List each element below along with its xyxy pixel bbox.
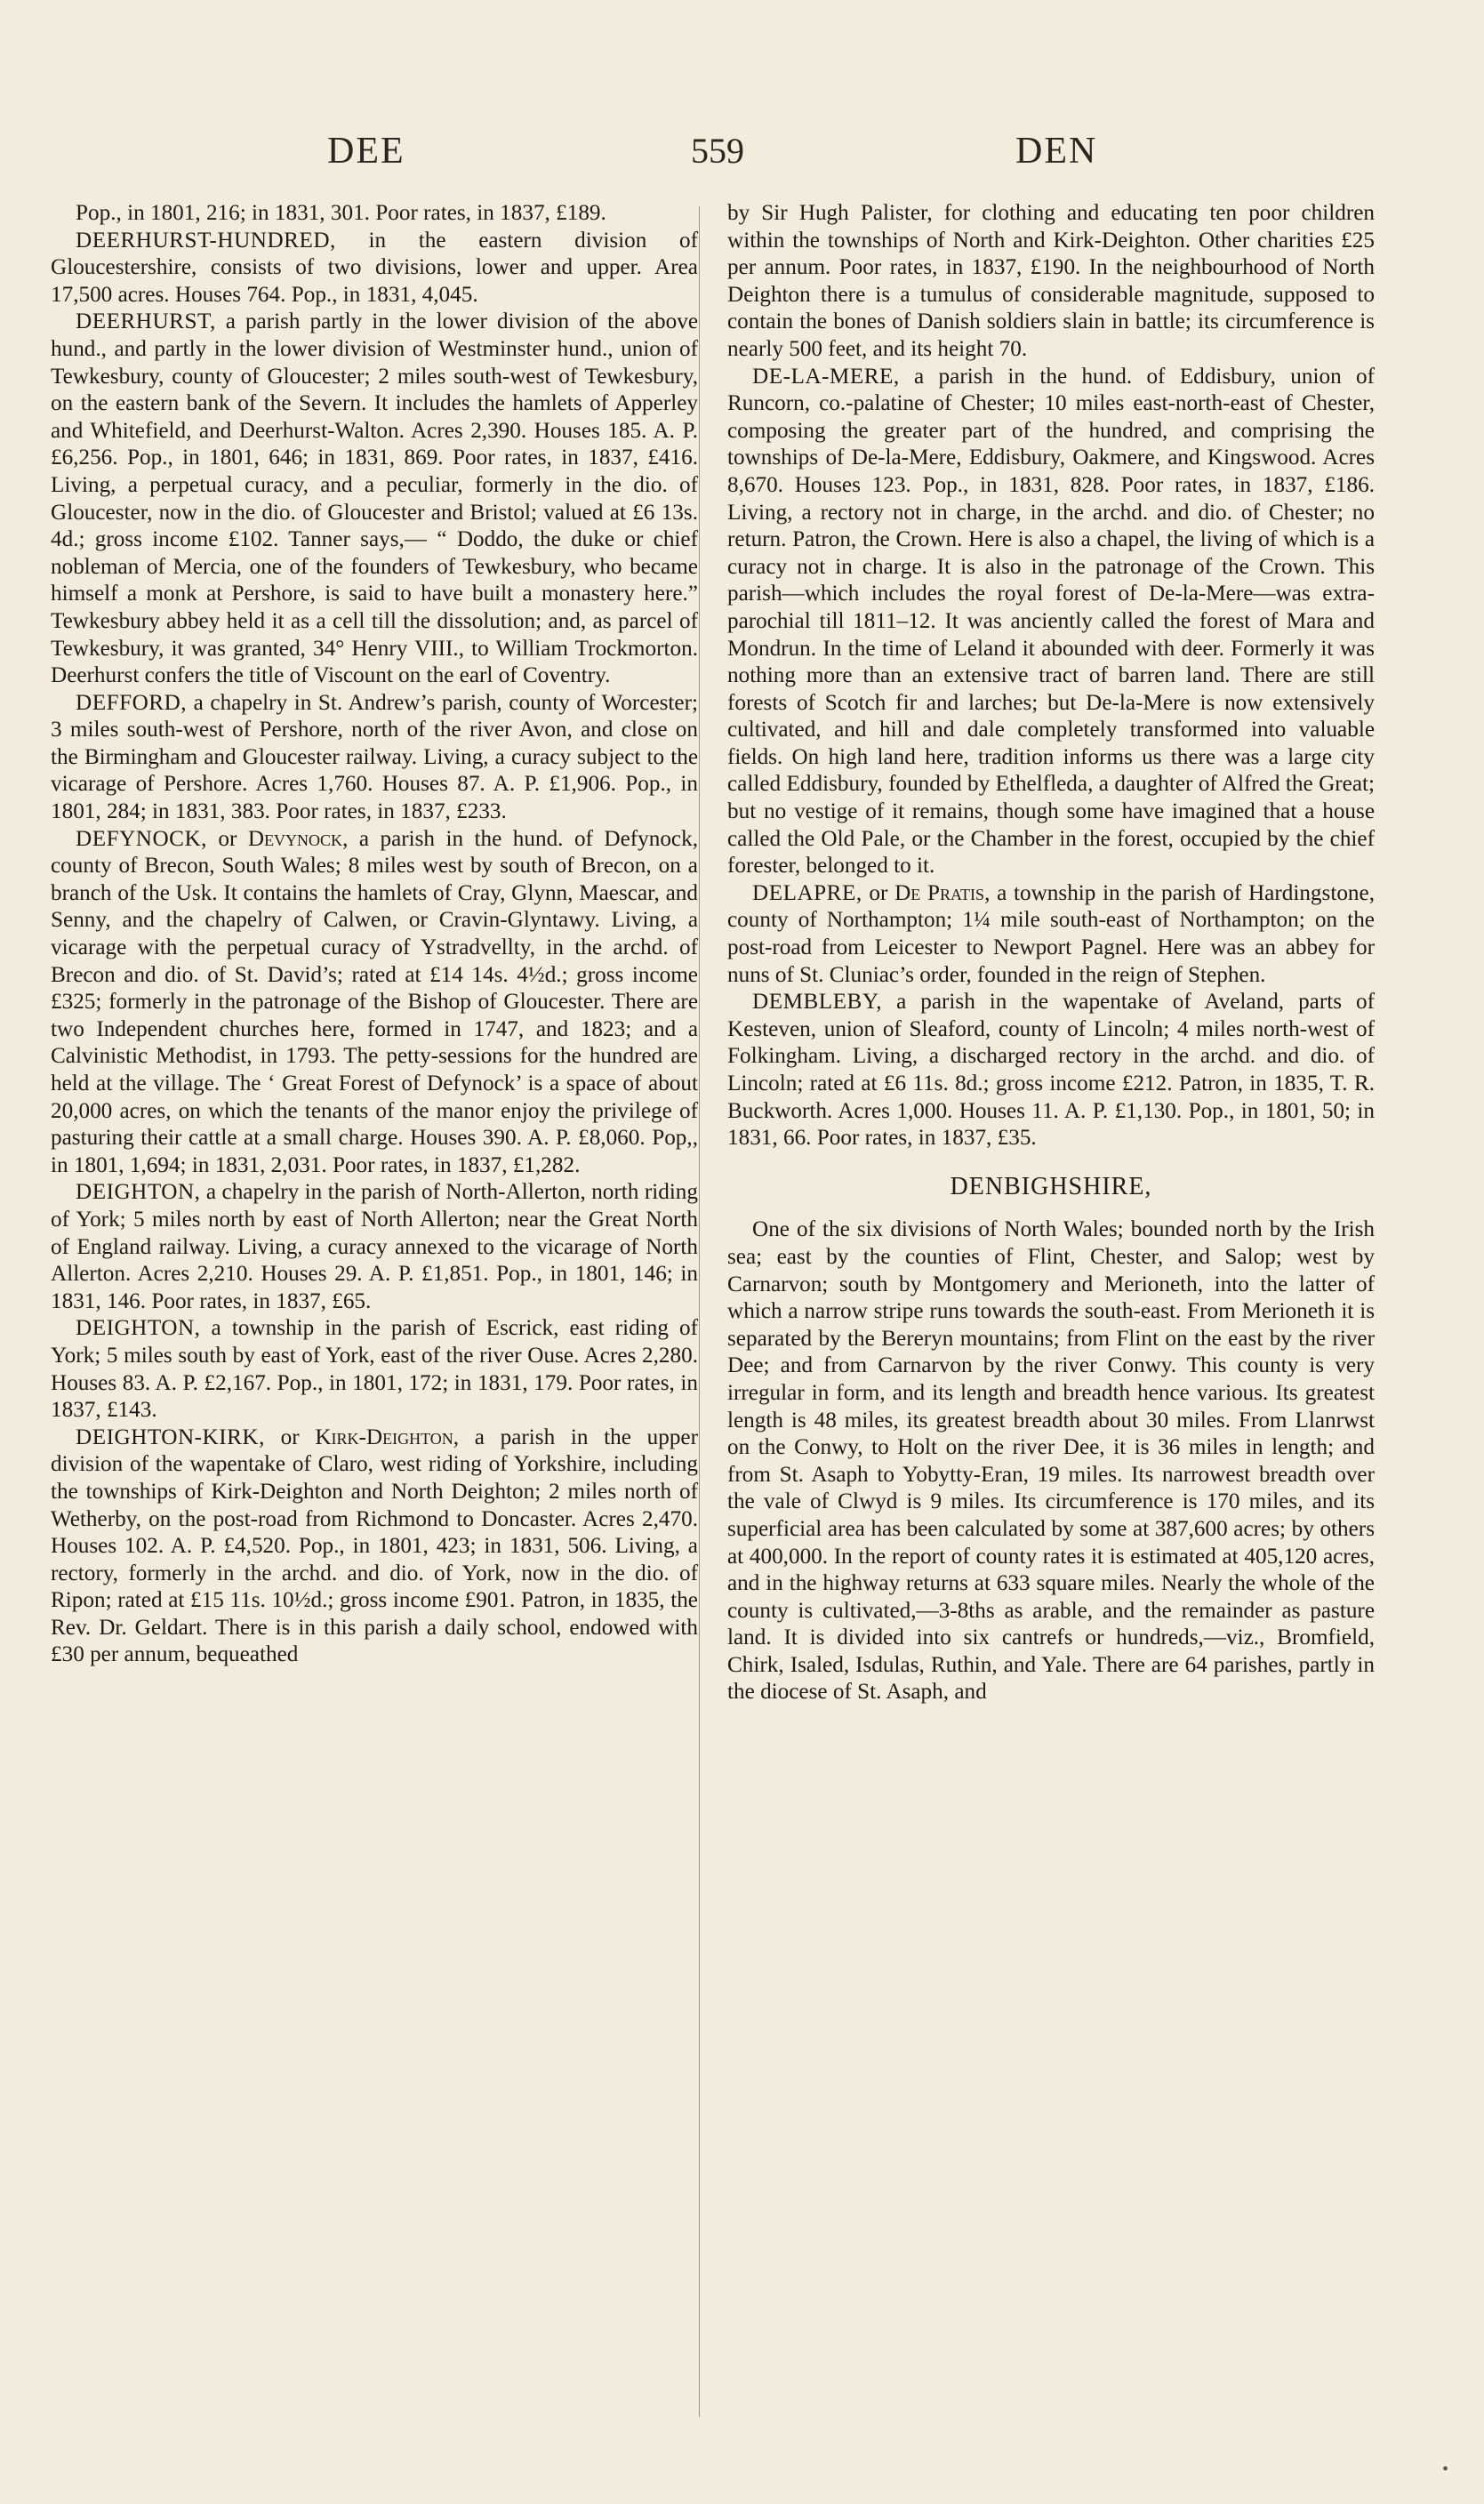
gazetteer-entry (51, 309, 698, 689)
entry-connector: or (264, 1425, 316, 1449)
stray-mark: • (1441, 2460, 1448, 2479)
left-column (51, 200, 698, 1669)
entry-text: , a parish in the upper division of the wapentake of Claro, west riding of Yorkshire, including the townships of Kirk-Deighton and North Deighton; 2 miles north of Wetherby, on the post-road from Richmond to Doncaster. Acres 2,470. Houses 102. A. P. £4,520. Pop., in 1801, 423; in 1831, 506. Living, a rectory, formerly in the archd. and dio. of York, now in the dio. of Ripon; rated at £15 11s. 10½d.; gross income £901. Patron, in 1835, the Rev. Dr. Geldart. There is in this parish a daily school, endowed with £30 per annum, bequeathed (51, 1425, 699, 1667)
gazetteer-entry (51, 1179, 698, 1315)
right-column-entries (727, 200, 1375, 1152)
entry-headword: DEFFORD, (76, 690, 188, 715)
section-paragraph: One of the six divisions of North Wales; bounded north by the Irish sea; east by the counties of Flint, Chester, and Salop; west by Carnarvon; south by Montgomery and Merioneth, into the latter of which a narrow stripe runs towards the south-east. From Merioneth it is separated by the Bereryn mountains; from Flint on the east by the river Dee; and from Carnarvon by the river Conwy. This county is very irregular in form, and its length and breadth hence various. Its greatest length is 48 miles, its greatest breadth about 30 miles. From Llanrwst on the Conwy, to Holt on the river Dee, it is 36 miles in length; and from St. Asaph to Yobytty-Eran, 19 miles. Its narrowest breadth over the vale of Clwyd is 9 miles. Its circumference is 170 miles, and its superficial area has been calculated by some at 387,600 acres; by others at 400,000. In the report of county rates it is estimated at 405,120 acres, and in the highway returns at 633 square miles. Nearly the whole of the county is cultivated,—3-8ths as arable, and the remainder as pasture land. It is divided into six cantrefs or hundreds,—viz., Bromfield, Chirk, Isaled, Isdulas, Ruthin, and Yale. There are 64 parishes, partly in the diocese of St. Asaph, and (727, 1217, 1375, 1705)
entry-headword: DEIGHTON, (76, 1316, 201, 1341)
gazetteer-entry (727, 880, 1375, 989)
entry-connector: or (862, 880, 895, 905)
gazetteer-entry (727, 989, 1375, 1152)
entry-text: , a parish in the hund. of Defynock, county of Brecon, South Wales; 8 miles west by south of Brecon, on a branch of the Usk. It contains the hamlets of Cray, Glynn, Maescar, and Senny, and the chapelry of Calwen, or Cravin-Glyntawy. Living, a vicarage with the perpetual curacy of Ystradvellty, in the archd. of Brecon and dio. of St. David’s; rated at £14 14s. 4½d.; gross income £325; formerly in the patronage of the Bishop of Gloucester. There are two Independent churches here, formed in 1747, and 1823; and a Calvinistic Methodist, in 1793. The petty-sessions for the hundred are held at the village. The ‘ Great Forest of Defynock’ is a space of about 20,000 acres, on which the tenants of the manor enjoy the privilege of pasturing their cattle at a small charge. Houses 390. A. P. £8,060. Pop,, in 1801, 1,694; in 1831, 2,031. Poor rates, in 1837, £1,282. (51, 826, 698, 1177)
gazetteer-entry (51, 228, 698, 309)
entry-alt-name: De Pratis (894, 880, 985, 905)
entry-text: a chapelry in St. Andrew’s parish, county of Worcester; 3 miles south-west of Pershore, north of the river Avon, and close on the Birmingham and Gloucester railway. Living, a curacy subject to the vicarage of Pershore. Acres 1,760. Houses 87. A. P. £1,906. Pop., in 1801, 284; in 1831, 383. Poor rates, in 1837, £233. (51, 690, 698, 824)
entry-headword: DELAPRE, (752, 880, 862, 905)
entry-text: in the eastern division of Gloucestershire, consists of two divisions, lower and upper. Area 17,500 acres. Houses 764. Pop., in 1831, 4,045. (51, 228, 698, 307)
entry-text: Pop., in 1801, 216; in 1831, 301. Poor rates, in 1837, £189. (76, 201, 606, 225)
entry-text: , a township in the parish of Hardingstone, county of Northampton; 1¼ mile south-east of Northampton; on the post-road from Leicester to Newport Pagnel. Here was an abbey for nuns of St. Cluniac’s order, founded in the reign of Stephen. (727, 880, 1375, 987)
gazetteer-entry (51, 1425, 698, 1669)
entry-text: a parish in the wapentake of Aveland, parts of Kesteven, union of Sleaford, county of Lincoln; 4 miles north-west of Folkingham. Living, a discharged rectory in the archd. and dio. of Lincoln; rated at £6 11s. 8d.; gross income £212. Patron, in 1835, T. R. Buckworth. Acres 1,000. Houses 11. A. P. £1,130. Pop., in 1801, 50; in 1831, 66. Poor rates, in 1837, £35. (727, 990, 1375, 1151)
entry-headword: DEIGHTON-KIRK, (76, 1425, 265, 1449)
entry-connector: or (206, 826, 248, 851)
running-head-left: DEE (327, 131, 405, 172)
entry-text: by Sir Hugh Palister, for clothing and educating ten poor children within the townships of North and Kirk-Deighton. Other charities £25 per annum. Poor rates, in 1837, £190. In the neighbourhood of North Deighton there is a tumulus of considerable magnitude, supposed to contain the bones of Danish soldiers slain in battle; its circumference is nearly 500 feet, and its height 70. (727, 201, 1375, 361)
running-head-right: DEN (1015, 131, 1098, 172)
entry-headword: DEERHURST, (76, 309, 216, 334)
entry-text: a parish partly in the lower division of the above hund., and partly in the lower division of Westminster hund., union of Tewkesbury, county of Gloucester; 2 miles south-west of Tewkesbury, on the eastern bank of the Severn. It includes the hamlets of Apperley and Whitefield, and Deerhurst-Walton. Acres 2,390. Houses 185. A. P. £6,256. Pop., in 1801, 646; in 1831, 869. Poor rates, in 1837, £416. Living, a perpetual curacy, and a peculiar, formerly in the dio. of Gloucester, now in the dio. of Gloucester and Bristol; valued at £6 13s. 4d.; gross income £102. Tanner says,— “ Doddo, the duke or chief nobleman of Mercia, one of the founders of Tewkesbury, who became himself a monk at Pershore, is said to have built a monastery here.” Tewkesbury abbey held it as a cell till the dissolution; and, as parcel of Tewkesbury, it was granted, 34° Henry VIII., to William Trockmorton. Deerhurst confers the title of Viscount on the earl of Coventry. (51, 309, 698, 688)
entry-headword: DEIGHTON, (76, 1180, 201, 1205)
entry-text: a chapelry in the parish of North-Allerton, north riding of York; 5 miles north by east of North Allerton; near the Great North of England railway. Living, a curacy annexed to the vicarage of North Allerton. Acres 2,210. Houses 29. A. P. £1,851. Pop., in 1801, 146; in 1831, 146. Poor rates, in 1837, £65. (51, 1180, 698, 1313)
gazetteer-entry (51, 690, 698, 826)
entry-headword: DEERHURST-HUNDRED, (76, 228, 336, 253)
gazetteer-entry (51, 826, 698, 1180)
entry-headword: DE-LA-MERE, (752, 364, 900, 389)
gazetteer-entry (51, 1315, 698, 1424)
entry-text: a parish in the hund. of Eddisbury, union of Runcorn, co.-palatine of Chester; 10 miles east-north-east of Chester, composing the greater part of the hundred, and comprising the townships of De-la-Mere, Eddisbury, Oakmere, and Kingswood. Acres 8,670. Houses 123. Pop., in 1831, 828. Poor rates, in 1837, £186. Living, a rectory not in charge, in the archd. and dio. of Chester; no return. Patron, the Crown. Here is also a chapel, the living of which is a curacy not in charge. It is also in the patronage of the Crown. This parish—which includes the royal forest of De-la-Mere—was extra-parochial till 1811–12. It was anciently called the forest of Mara and Mondrun. In the time of Leland it abounded with deer. Formerly it was nothing more than an extensive tract of barren land. There are still forests of Scotch fir and larches; but De-la-Mere is now extensively cultivated, and hill and dale completely transformed into valuable fields. On high land here, tradition informs us there was a large city called Eddisbury, founded by Ethelfleda, a daughter of Alfred the Great; but no vestige of it remains, though some have imagined that a house called the Old Pale, or the Chamber in the forest, occupied by the chief forester, belonged to it. (727, 364, 1375, 879)
entry-headword: DEFYNOCK, (76, 826, 207, 851)
column-divider (699, 206, 700, 2417)
section-title: DENBIGHSHIRE, (950, 1172, 1152, 1200)
entry-alt-name: Devynock (247, 826, 343, 851)
right-column (727, 200, 1375, 1706)
entry-alt-name: Kirk-Deighton (315, 1425, 453, 1449)
gazetteer-entry (727, 200, 1375, 364)
gazetteer-entry (51, 200, 698, 228)
entry-headword: DEMBLEBY, (752, 990, 883, 1015)
page-number: 559 (691, 131, 744, 171)
gazetteer-entry (727, 364, 1375, 880)
entry-text: a township in the parish of Escrick, east riding of York; 5 miles south by east of York, east of the river Ouse. Acres 2,280. Houses 83. A. P. £2,167. Pop., in 1801, 172; in 1831, 179. Poor rates, in 1837, £143. (51, 1316, 698, 1423)
